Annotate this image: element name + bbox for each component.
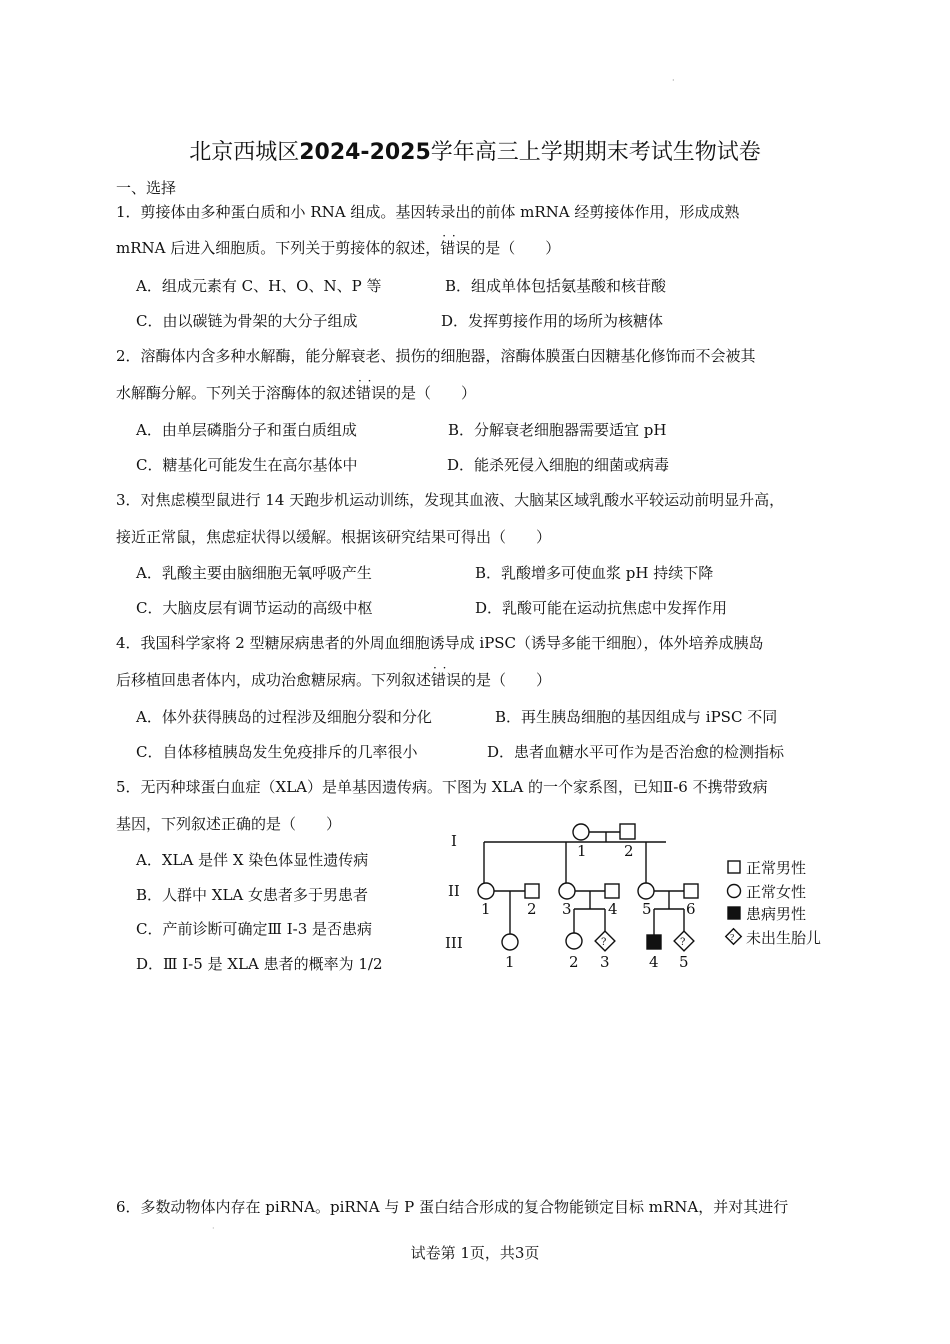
legend-label: 正常女性 <box>746 883 807 901</box>
q3-stem-line2: 接近正常鼠，焦虑症状得以缓解。根据该研究结果可得出（ ） <box>116 528 552 546</box>
q2-option-a: A．由单层磷脂分子和蛋白质组成 <box>136 421 357 439</box>
pedigree-num: 5 <box>642 900 652 918</box>
q1-stem-line2: mRNA 后进入细胞质。下列关于剪接体的叙述，· · 错误的是（ ） <box>116 238 560 258</box>
q3-option-b: B．乳酸增多可使血浆 pH 持续下降 <box>475 564 714 582</box>
q4-option-d: D．患者血糖水平可作为是否治愈的检测指标 <box>487 743 785 761</box>
q2-option-b: B．分解衰老细胞器需要适宜 pH <box>448 421 667 439</box>
q2-option-d: D．能杀死侵入细胞的细菌或病毒 <box>447 456 670 474</box>
question-mark-icon: ? <box>601 937 607 948</box>
pedigree-num: 4 <box>649 953 659 971</box>
pedigree-num: 6 <box>686 900 696 918</box>
legend-label: 患病男性 <box>746 905 807 923</box>
pedigree-male-II2 <box>525 884 539 898</box>
q6-stem-line1: 6．多数动物体内存在 piRNA。piRNA 与 P 蛋白结合形成的复合物能锁定目标 mRNA，并对其进行 <box>116 1198 789 1216</box>
q1-option-c: C．由以碳链为骨架的大分子组成 <box>136 312 358 330</box>
pedigree-num: 2 <box>569 953 579 971</box>
pedigree-num: 3 <box>600 953 610 971</box>
emphasis-word: · · 错误 <box>440 238 470 258</box>
legend-female-symbol <box>728 885 741 898</box>
q4-option-c: C．自体移植胰岛发生免疫排斥的几率很小 <box>136 743 418 761</box>
q5-option-a: A．XLA 是伴 X 染色体显性遗传病 <box>136 851 369 869</box>
page-mark: · <box>212 1224 215 1233</box>
q1-stem-line1: 1．剪接体由多种蛋白质和小 RNA 组成。基因转录出的前体 mRNA 经剪接体作用，形成成熟 <box>116 203 740 221</box>
pedigree-num: 1 <box>481 900 491 918</box>
q1-option-a: A．组成元素有 C、H、O、N、P 等 <box>136 277 382 295</box>
pedigree-num: 4 <box>608 900 618 918</box>
q4-option-b: B．再生胰岛细胞的基因组成与 iPSC 不同 <box>495 708 778 726</box>
pedigree-num: 5 <box>679 953 689 971</box>
pedigree-female-I1 <box>573 824 589 840</box>
legend-male-symbol <box>728 861 740 873</box>
q3-option-a: A．乳酸主要由脑细胞无氧呼吸产生 <box>136 564 372 582</box>
q5-option-d: D．Ⅲ I-5 是 XLA 患者的概率为 1/2 <box>136 955 383 973</box>
q3-option-d: D．乳酸可能在运动抗焦虑中发挥作用 <box>475 599 728 617</box>
q4-stem-line1: 4．我国科学家将 2 型糖尿病患者的外周血细胞诱导成 iPSC（诱导多能干细胞），体外培养成胰岛 <box>116 634 764 652</box>
pedigree-female-III1 <box>502 934 518 950</box>
pedigree-female-II1 <box>478 883 494 899</box>
q5-stem-line2: 基因，下列叙述正确的是（ ） <box>116 815 342 833</box>
legend-label: 正常男性 <box>746 859 807 877</box>
pedigree-diagram <box>430 815 860 975</box>
pedigree-num: 2 <box>527 900 537 918</box>
pedigree-num: 3 <box>562 900 572 918</box>
pedigree-affected-male-III4 <box>647 935 661 949</box>
q3-option-c: C．大脑皮层有调节运动的高级中枢 <box>136 599 373 617</box>
pedigree-num: 1 <box>505 953 515 971</box>
q2-stem-line2: 水解酶分解。下列关于溶酶体的叙述· · 错误的是（ ） <box>116 383 476 403</box>
page-footer: 试卷第 1页，共3页 <box>410 1244 540 1262</box>
pedigree-male-II6 <box>684 884 698 898</box>
question-mark-icon: ? <box>730 933 735 942</box>
pedigree-female-III2 <box>566 933 582 949</box>
q2-option-c: C．糖基化可能发生在高尔基体中 <box>136 456 358 474</box>
pedigree-num: 1 <box>577 842 587 860</box>
q2-stem-line1: 2．溶酶体内含多种水解酶，能分解衰老、损伤的细胞器，溶酶体膜蛋白因糖基化修饰而不会被其 <box>116 347 756 365</box>
pedigree-female-II5 <box>638 883 654 899</box>
q4-stem-line2: 后移植回患者体内，成功治愈糖尿病。下列叙述· · 错误的是（ ） <box>116 670 551 690</box>
question-mark-icon: ? <box>680 937 686 948</box>
q1-option-d: D．发挥剪接作用的场所为核糖体 <box>441 312 664 330</box>
q5-option-b: B．人群中 XLA 女患者多于男患者 <box>136 886 369 904</box>
pedigree-gen-label: III <box>445 934 463 952</box>
q3-stem-line1: 3．对焦虑模型鼠进行 14 天跑步机运动训练，发现其血液、大脑某区域乳酸水平较运动前明显升高， <box>116 491 785 509</box>
pedigree-gen-label: I <box>451 832 457 850</box>
page-title: 北京西城区2024-2025学年高三上学期期末考试生物试卷 <box>189 140 761 165</box>
pedigree-female-II3 <box>559 883 575 899</box>
q1-option-b: B．组成单体包括氨基酸和核苷酸 <box>445 277 667 295</box>
pedigree-male-I2 <box>620 824 635 839</box>
legend-affected-symbol <box>728 907 740 919</box>
page-mark: · <box>672 76 675 85</box>
emphasis-word: · · 错误 <box>431 670 461 690</box>
pedigree-male-II4 <box>605 884 619 898</box>
q4-option-a: A．体外获得胰岛的过程涉及细胞分裂和分化 <box>136 708 432 726</box>
pedigree-gen-label: II <box>448 882 460 900</box>
emphasis-word: · · 错误 <box>356 383 386 403</box>
pedigree-num: 2 <box>624 842 634 860</box>
q5-option-c: C．产前诊断可确定Ⅲ I-3 是否患病 <box>136 920 373 938</box>
section-heading: 一、选择 <box>116 179 177 197</box>
legend-label: 未出生胎儿 <box>746 929 822 947</box>
q5-stem-line1: 5．无丙种球蛋白血症（XLA）是单基因遗传病。下图为 XLA 的一个家系图，已知Ⅱ-6 不携带致病 <box>116 778 768 796</box>
